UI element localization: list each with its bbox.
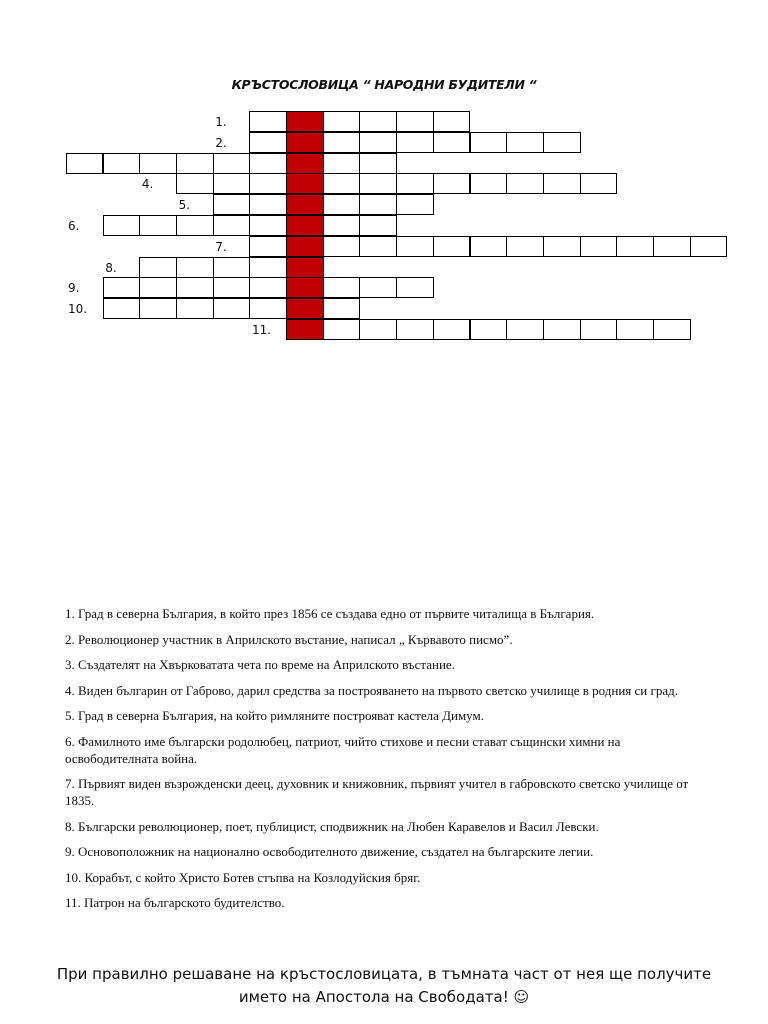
clue-5: 5. Град в северна България, на който римляните построяват кастела Димум.: [65, 708, 484, 723]
grid-cell[interactable]: [653, 236, 691, 257]
grid-cell[interactable]: [139, 277, 177, 298]
clue-3: 3. Създателят на Хвърковатата чета по време на Априлското въстание.: [65, 657, 455, 672]
footer-line-1: При правилно решаване на кръстословицата, в тъмната част от нея ще получите: [56, 965, 712, 983]
grid-cell[interactable]: [359, 194, 397, 215]
grid-cell[interactable]: [249, 277, 287, 298]
key-cell[interactable]: [286, 257, 324, 278]
grid-cell[interactable]: [213, 215, 251, 236]
grid-cell[interactable]: [506, 173, 544, 194]
grid-cell[interactable]: [396, 194, 434, 215]
grid-cell[interactable]: [433, 173, 471, 194]
grid-cell[interactable]: [213, 153, 251, 174]
grid-cell[interactable]: [359, 111, 397, 132]
clue-7: 7. Първият виден възрожденски деец, духовник и книжовник, първият учител в габровското светско училище от 1835.: [65, 776, 689, 808]
clue-8: 8. Български революционер, поет, публицист, сподвижник на Любен Каравелов и Васил Левски.: [65, 818, 599, 834]
footer-note: [40, 963, 728, 1009]
grid-cell[interactable]: [249, 257, 287, 278]
grid-cell[interactable]: [359, 173, 397, 194]
grid-cell[interactable]: [653, 319, 691, 340]
grid-cell[interactable]: [103, 277, 141, 298]
grid-cell[interactable]: [396, 236, 434, 257]
key-cell[interactable]: [286, 215, 324, 236]
key-cell[interactable]: [286, 132, 324, 153]
key-cell[interactable]: [286, 277, 324, 298]
grid-cell[interactable]: [580, 173, 618, 194]
grid-cell[interactable]: [176, 215, 214, 236]
key-cell[interactable]: [286, 236, 324, 257]
grid-cell[interactable]: [176, 257, 214, 278]
grid-cell[interactable]: [359, 236, 397, 257]
grid-cell[interactable]: [249, 153, 287, 174]
grid-cell[interactable]: [396, 319, 434, 340]
row-number-label: 9.: [68, 281, 80, 296]
grid-cell[interactable]: [323, 132, 361, 153]
key-cell[interactable]: [286, 319, 324, 340]
row-number-label: 8.: [105, 260, 117, 275]
clue-9: 9. Основоположник на национално освободителното движение, създател на българските легии.: [65, 844, 594, 859]
grid-cell[interactable]: [176, 298, 214, 319]
grid-cell[interactable]: [249, 215, 287, 236]
clues-list: [65, 605, 705, 920]
grid-cell[interactable]: [470, 236, 508, 257]
grid-cell[interactable]: [213, 194, 251, 215]
grid-cell[interactable]: [543, 173, 581, 194]
row-number-label: 5.: [178, 198, 191, 213]
grid-cell[interactable]: [103, 298, 141, 319]
grid-cell[interactable]: [433, 236, 471, 257]
grid-cell[interactable]: [323, 236, 361, 257]
grid-cell[interactable]: [543, 319, 581, 340]
key-cell[interactable]: [286, 111, 324, 132]
grid-cell[interactable]: [213, 277, 251, 298]
key-cell[interactable]: [286, 298, 324, 319]
grid-cell[interactable]: [433, 132, 471, 153]
grid-cell[interactable]: [139, 153, 177, 174]
row-number-label: 2.: [215, 135, 227, 150]
clue-11: 11. Патрон на българското будителство.: [65, 895, 285, 910]
grid-cell[interactable]: [506, 132, 544, 153]
grid-cell[interactable]: [359, 277, 397, 298]
grid-cell[interactable]: [213, 257, 251, 278]
grid-cell[interactable]: [139, 298, 177, 319]
grid-cell[interactable]: [66, 153, 104, 174]
key-cell[interactable]: [286, 153, 324, 174]
grid-cell[interactable]: [176, 153, 214, 174]
grid-cell[interactable]: [543, 236, 581, 257]
grid-cell[interactable]: [249, 132, 287, 153]
grid-cell[interactable]: [323, 194, 361, 215]
grid-cell[interactable]: [139, 257, 177, 278]
row-number-label: 6.: [68, 219, 80, 233]
grid-cell[interactable]: [323, 319, 361, 340]
grid-cell[interactable]: [396, 277, 434, 298]
grid-cell[interactable]: [433, 111, 471, 132]
grid-cell[interactable]: [359, 153, 397, 174]
grid-cell[interactable]: [323, 298, 361, 319]
grid-cell[interactable]: [323, 215, 361, 236]
grid-cell[interactable]: [176, 277, 214, 298]
grid-cell[interactable]: [616, 236, 654, 257]
grid-cell[interactable]: [359, 319, 397, 340]
grid-cell[interactable]: [543, 132, 581, 153]
grid-cell[interactable]: [396, 132, 434, 153]
grid-cell[interactable]: [139, 215, 177, 236]
key-cell[interactable]: [286, 173, 324, 194]
grid-cell[interactable]: [470, 173, 508, 194]
page-title: КРЪСТОСЛОВИЦА “ НАРОДНИ БУДИТЕЛИ “: [231, 77, 537, 92]
grid-cell[interactable]: [690, 236, 728, 257]
grid-cell[interactable]: [580, 236, 618, 257]
grid-cell[interactable]: [213, 298, 251, 319]
key-cell[interactable]: [286, 194, 324, 215]
footer-line-2: името на Апостола на Свободата! ☺: [238, 988, 530, 1006]
grid-cell[interactable]: [249, 194, 287, 215]
row-number-label: 7.: [215, 239, 227, 254]
grid-cell[interactable]: [359, 215, 397, 236]
grid-cell[interactable]: [249, 236, 287, 257]
grid-cell[interactable]: [470, 319, 508, 340]
clue-4: 4. Виден българин от Габрово, дарил средства за построяването на първото светско училище в родния си град.: [65, 682, 678, 698]
row-number-label: 1.: [215, 115, 227, 129]
grid-cell[interactable]: [323, 173, 361, 194]
grid-cell[interactable]: [359, 132, 397, 153]
grid-cell[interactable]: [323, 277, 361, 298]
grid-cell[interactable]: [433, 319, 471, 340]
grid-cell[interactable]: [396, 111, 434, 132]
grid-cell[interactable]: [176, 173, 214, 194]
grid-cell[interactable]: [470, 132, 508, 153]
grid-cell[interactable]: [396, 173, 434, 194]
grid-cell[interactable]: [506, 319, 544, 340]
row-number-label: 11.: [252, 323, 272, 337]
clue-10: 10. Корабът, с който Христо Ботев стъпва на Козлодуйския бряг.: [65, 869, 421, 885]
grid-cell[interactable]: [249, 173, 287, 194]
grid-cell[interactable]: [506, 236, 544, 257]
grid-cell[interactable]: [103, 215, 141, 236]
grid-cell[interactable]: [580, 319, 618, 340]
grid-cell[interactable]: [249, 111, 287, 132]
grid-cell[interactable]: [213, 173, 251, 194]
clue-6: 6. Фамилното име български родолюбец, патриот, чийто стихове и песни стават същински химни на освободителната война.: [65, 733, 621, 766]
row-number-label: 10.: [68, 302, 88, 317]
clue-1: 1. Град в северна България, в който през 1856 се създава едно от първите читалища в България.: [65, 606, 595, 621]
crossword-grid: [0, 0, 768, 400]
clue-2: 2. Революционер участник в Априлското въстание, написал „ Кървавото писмо”.: [65, 631, 513, 647]
grid-cell[interactable]: [323, 153, 361, 174]
grid-cell[interactable]: [249, 298, 287, 319]
row-number-label: 4.: [141, 177, 154, 192]
grid-cell[interactable]: [323, 111, 361, 132]
grid-cell[interactable]: [103, 153, 141, 174]
grid-cell[interactable]: [616, 319, 654, 340]
